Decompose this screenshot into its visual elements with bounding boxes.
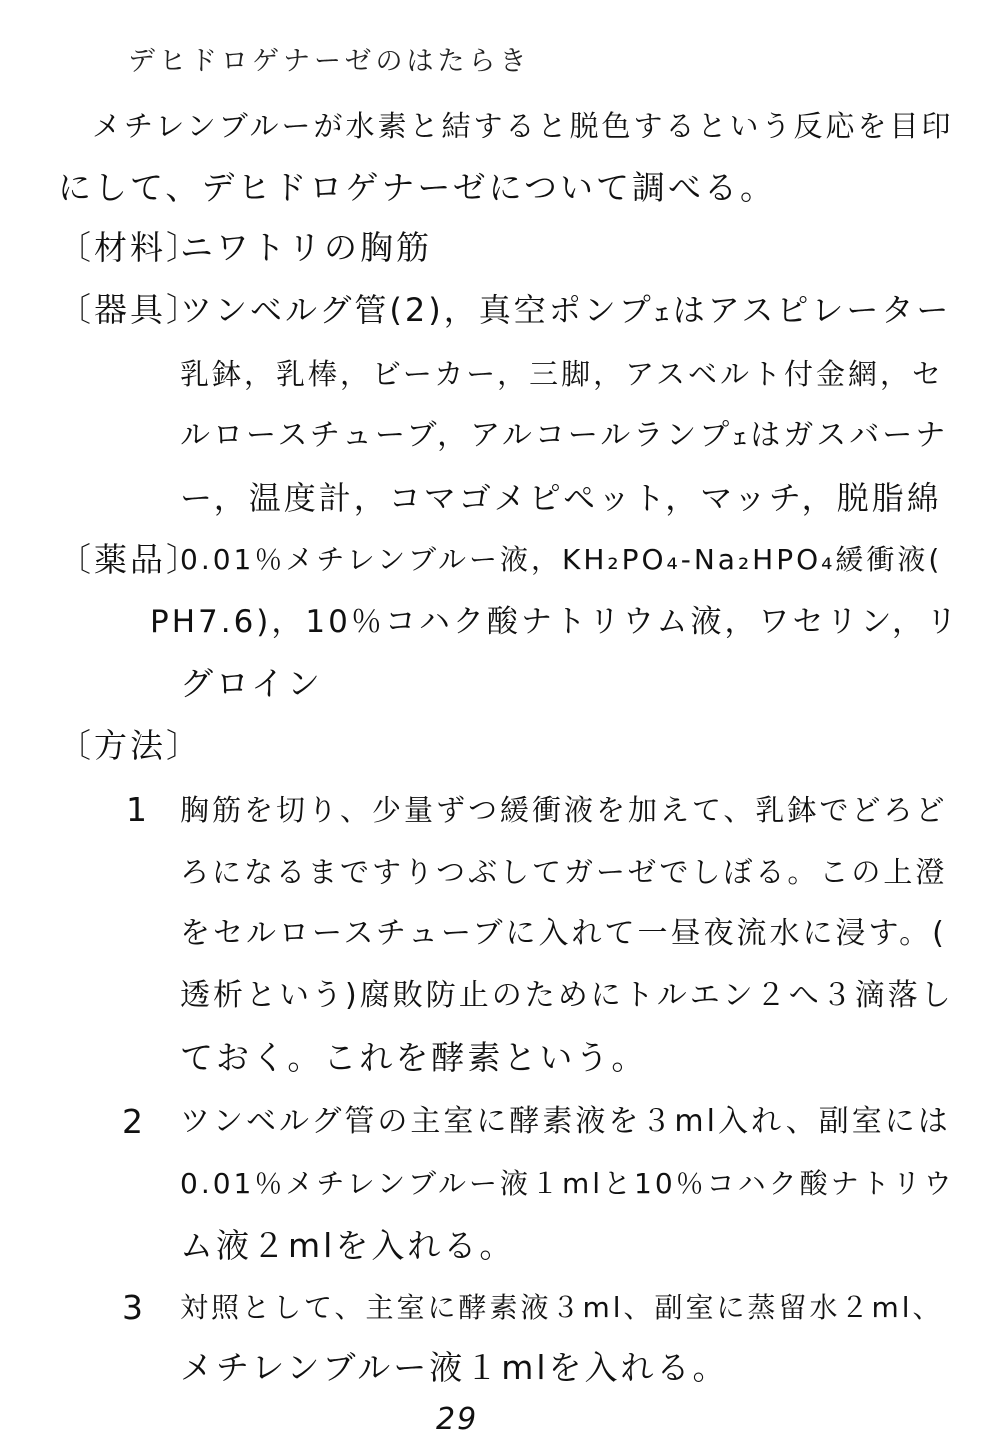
reagents-label: 〔薬品〕 [58,540,202,579]
page-number: 29 [436,1402,479,1437]
step-line: 対照として、主室に酵素液３ml、副室に蒸留水２ml、 [180,1291,944,1324]
intro-line: にして、デヒドロゲナーゼについて調べる。 [58,168,777,207]
apparatus-line: 乳鉢，乳棒，ビーカー，三脚，アスベルト付金網，セ [180,357,944,391]
step-line: 0.01％メチレンブルー液１mlと10％コハク酸ナトリウ [180,1167,955,1200]
method-label: 〔方法〕 [58,726,202,765]
apparatus-line: ツンベルグ管(2)，真空ポンプｪはアスピレーター [180,291,952,329]
apparatus-label: 〔器具〕 [58,290,202,329]
materials-text: ニワトリの胸筋 [180,228,432,267]
step-number: 2 [122,1102,146,1141]
step-line: 胸筋を切り、少量ずつ緩衝液を加えて、乳鉢でどろど [180,793,948,827]
step-number: 1 [126,790,150,829]
step-line: メチレンブルー液１mlを入れる。 [180,1348,729,1387]
step-line: ム液２mlを入れる。 [180,1226,516,1265]
apparatus-line: ルロースチューブ，アルコールランプｪはガスバーナ [180,418,949,453]
page-title: デヒドロゲナーゼのはたらき [128,46,531,77]
step-line: をセルロースチューブに入れて一昼夜流水に浸す。( [180,916,947,951]
intro-line: メチレンブルーが水素と結すると脱色するという反応を目印 [92,109,954,143]
step-line: 透析という)腐敗防止のためにトルエン２へ３滴落し [180,978,954,1013]
step-line: ろになるまですりつぶしてガーゼでしぼる。この上澄 [180,855,948,889]
materials-label: 〔材料〕 [58,228,202,267]
step-line: ておく。これを酵素という。 [180,1038,648,1077]
reagents-line: 0.01％メチレンブルー液，KH₂PO₄-Na₂HPO₄緩衝液( [180,543,943,576]
step-number: 3 [122,1288,146,1327]
apparatus-line: ー，温度計，コマゴメピペット，マッチ，脱脂綿 [180,479,942,517]
step-line: ツンベルグ管の主室に酵素液を３ml入れ、副室には [180,1104,951,1139]
reagents-line: PH7.6)，10％コハク酸ナトリウム液，ワセリン，リ [150,604,961,640]
reagents-line: グロイン [180,664,324,703]
